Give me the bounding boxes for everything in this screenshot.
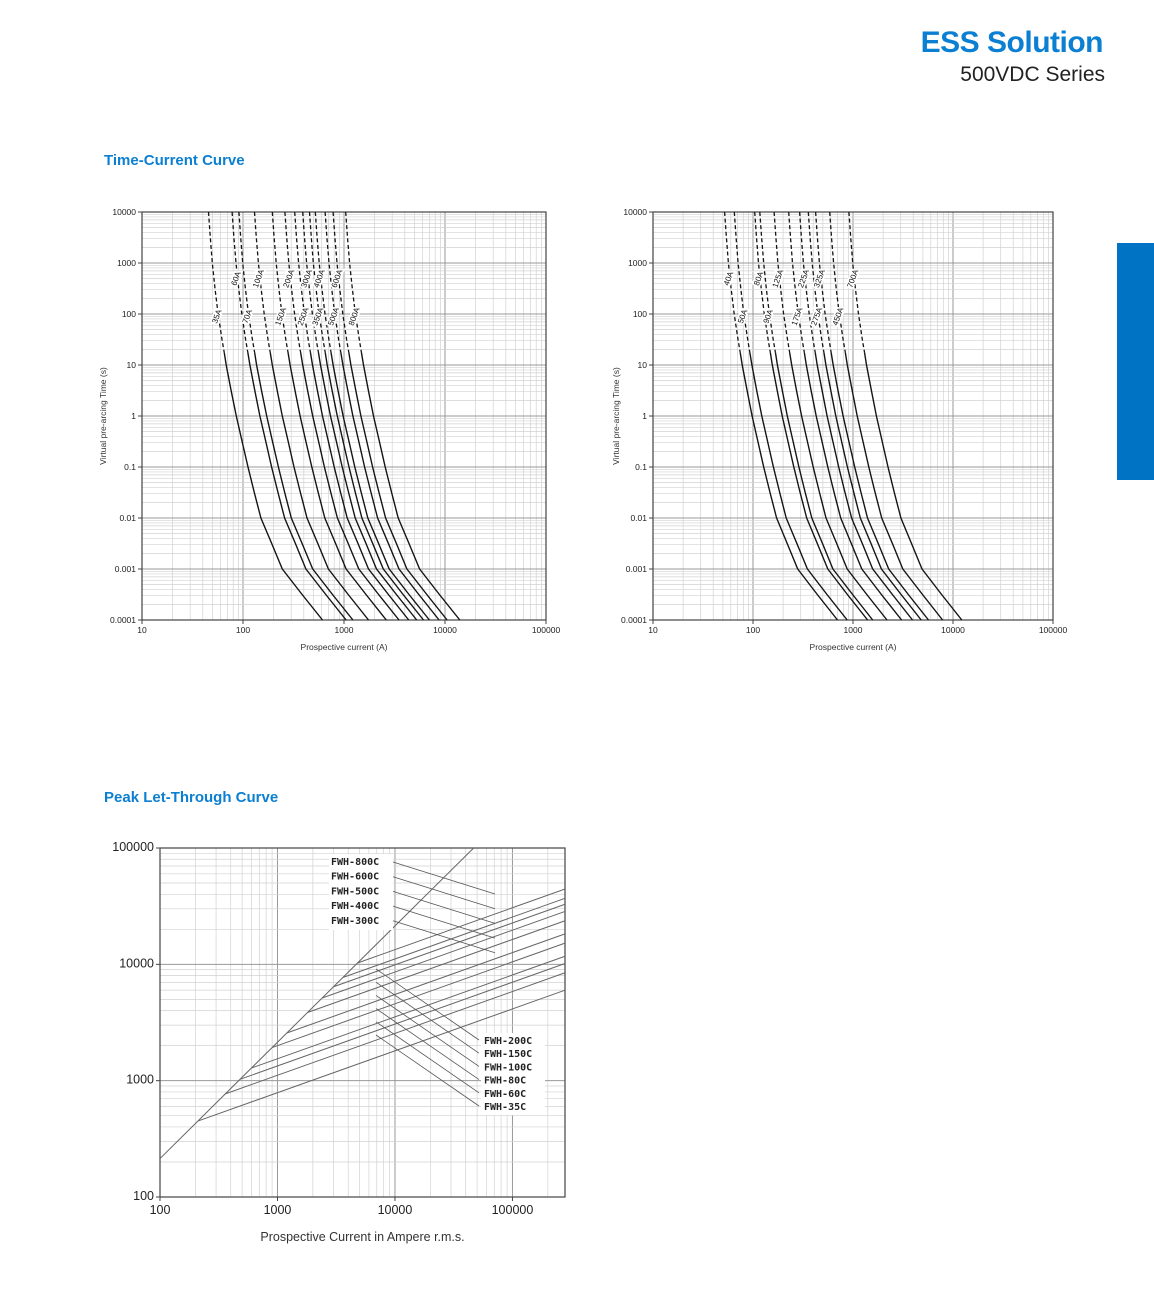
svg-text:10: 10 (637, 360, 647, 370)
svg-text:100: 100 (121, 309, 136, 319)
svg-text:10: 10 (648, 625, 658, 635)
time-current-chart-right (575, 195, 1090, 670)
svg-text:250A: 250A (295, 306, 311, 327)
svg-text:50A: 50A (736, 308, 750, 325)
svg-text:10: 10 (126, 360, 136, 370)
svg-text:FWH-200C: FWH-200C (484, 1036, 533, 1047)
svg-text:0.1: 0.1 (124, 462, 136, 472)
svg-text:FWH-35C: FWH-35C (484, 1102, 527, 1113)
svg-text:125A: 125A (770, 268, 786, 289)
section-title-peak-let-through: Peak Let-Through Curve (104, 789, 279, 806)
svg-text:400A: 400A (311, 268, 327, 289)
svg-text:0.0001: 0.0001 (110, 615, 136, 625)
svg-text:100: 100 (133, 1189, 154, 1203)
svg-text:100: 100 (745, 625, 761, 635)
svg-text:700A: 700A (845, 268, 861, 289)
svg-text:0.01: 0.01 (119, 513, 136, 523)
svg-text:FWH-150C: FWH-150C (484, 1049, 533, 1061)
time-current-chart-left (60, 195, 575, 670)
svg-text:150A: 150A (273, 306, 289, 327)
svg-text:100: 100 (235, 625, 251, 635)
svg-text:1000: 1000 (117, 258, 136, 268)
svg-text:325A: 325A (812, 268, 827, 289)
svg-text:FWH-80C: FWH-80C (484, 1075, 527, 1087)
svg-text:35A: 35A (210, 308, 224, 325)
svg-text:FWH-400C: FWH-400C (331, 901, 380, 913)
page-edge-tab (1117, 243, 1154, 480)
svg-text:60A: 60A (229, 270, 243, 287)
svg-text:300A: 300A (299, 268, 315, 289)
svg-text:Virtual pre-arcing Time (s): Virtual pre-arcing Time (s) (611, 367, 621, 465)
svg-text:100000: 100000 (531, 625, 561, 635)
svg-text:1000: 1000 (334, 625, 354, 635)
svg-text:FWH-500C: FWH-500C (331, 886, 380, 898)
svg-text:FWH-800C: FWH-800C (331, 857, 380, 868)
svg-text:10000: 10000 (119, 956, 154, 971)
svg-text:10000: 10000 (433, 625, 457, 635)
svg-text:100000: 100000 (112, 840, 154, 854)
svg-text:100000: 100000 (491, 1203, 534, 1217)
svg-text:0.0001: 0.0001 (621, 615, 647, 625)
svg-text:10000: 10000 (377, 1203, 413, 1217)
svg-text:0.001: 0.001 (114, 564, 136, 574)
svg-text:80A: 80A (752, 270, 766, 287)
svg-text:Prospective current (A): Prospective current (A) (809, 642, 897, 652)
svg-text:Virtual pre-arcing Time (s): Virtual pre-arcing Time (s) (98, 367, 108, 465)
svg-text:FWH-60C: FWH-60C (484, 1088, 527, 1100)
svg-text:10: 10 (137, 625, 147, 635)
svg-text:1: 1 (642, 411, 647, 421)
svg-text:100: 100 (632, 309, 647, 319)
svg-text:70A: 70A (240, 308, 255, 325)
peak-let-through-chart (98, 828, 603, 1273)
svg-text:FWH-600C: FWH-600C (331, 871, 380, 883)
svg-text:90A: 90A (761, 308, 775, 325)
section-title-time-current: Time-Current Curve (104, 152, 245, 169)
svg-text:175A: 175A (789, 306, 805, 327)
svg-text:10000: 10000 (112, 207, 136, 217)
brand-subtitle: 500VDC Series (960, 63, 1105, 86)
svg-text:1000: 1000 (126, 1072, 154, 1087)
svg-text:1000: 1000 (263, 1203, 292, 1217)
svg-text:10000: 10000 (941, 625, 965, 635)
svg-text:10000: 10000 (623, 207, 647, 217)
svg-text:1000: 1000 (628, 258, 647, 268)
svg-text:450A: 450A (830, 306, 846, 327)
svg-text:500A: 500A (326, 306, 341, 327)
svg-text:0.1: 0.1 (635, 462, 647, 472)
svg-text:FWH-300C: FWH-300C (331, 915, 380, 927)
svg-text:40A: 40A (721, 270, 736, 287)
svg-text:1: 1 (131, 411, 136, 421)
svg-text:275A: 275A (809, 306, 825, 327)
svg-text:100: 100 (149, 1203, 171, 1217)
svg-text:FWH-100C: FWH-100C (484, 1062, 533, 1074)
svg-text:225A: 225A (796, 268, 811, 289)
svg-text:350A: 350A (310, 306, 326, 327)
svg-text:100000: 100000 (1038, 625, 1068, 635)
svg-text:0.01: 0.01 (630, 513, 647, 523)
svg-text:800A: 800A (346, 306, 362, 327)
svg-text:100A: 100A (251, 268, 266, 289)
brand-title: ESS Solution (920, 26, 1103, 59)
svg-text:1000: 1000 (843, 625, 863, 635)
svg-text:200A: 200A (281, 268, 297, 289)
svg-text:Prospective current (A): Prospective current (A) (300, 642, 388, 652)
svg-text:0.001: 0.001 (625, 564, 647, 574)
svg-text:Prospective Current in Ampere: Prospective Current in Ampere r.m.s. (260, 1230, 465, 1244)
svg-text:600A: 600A (329, 268, 345, 289)
